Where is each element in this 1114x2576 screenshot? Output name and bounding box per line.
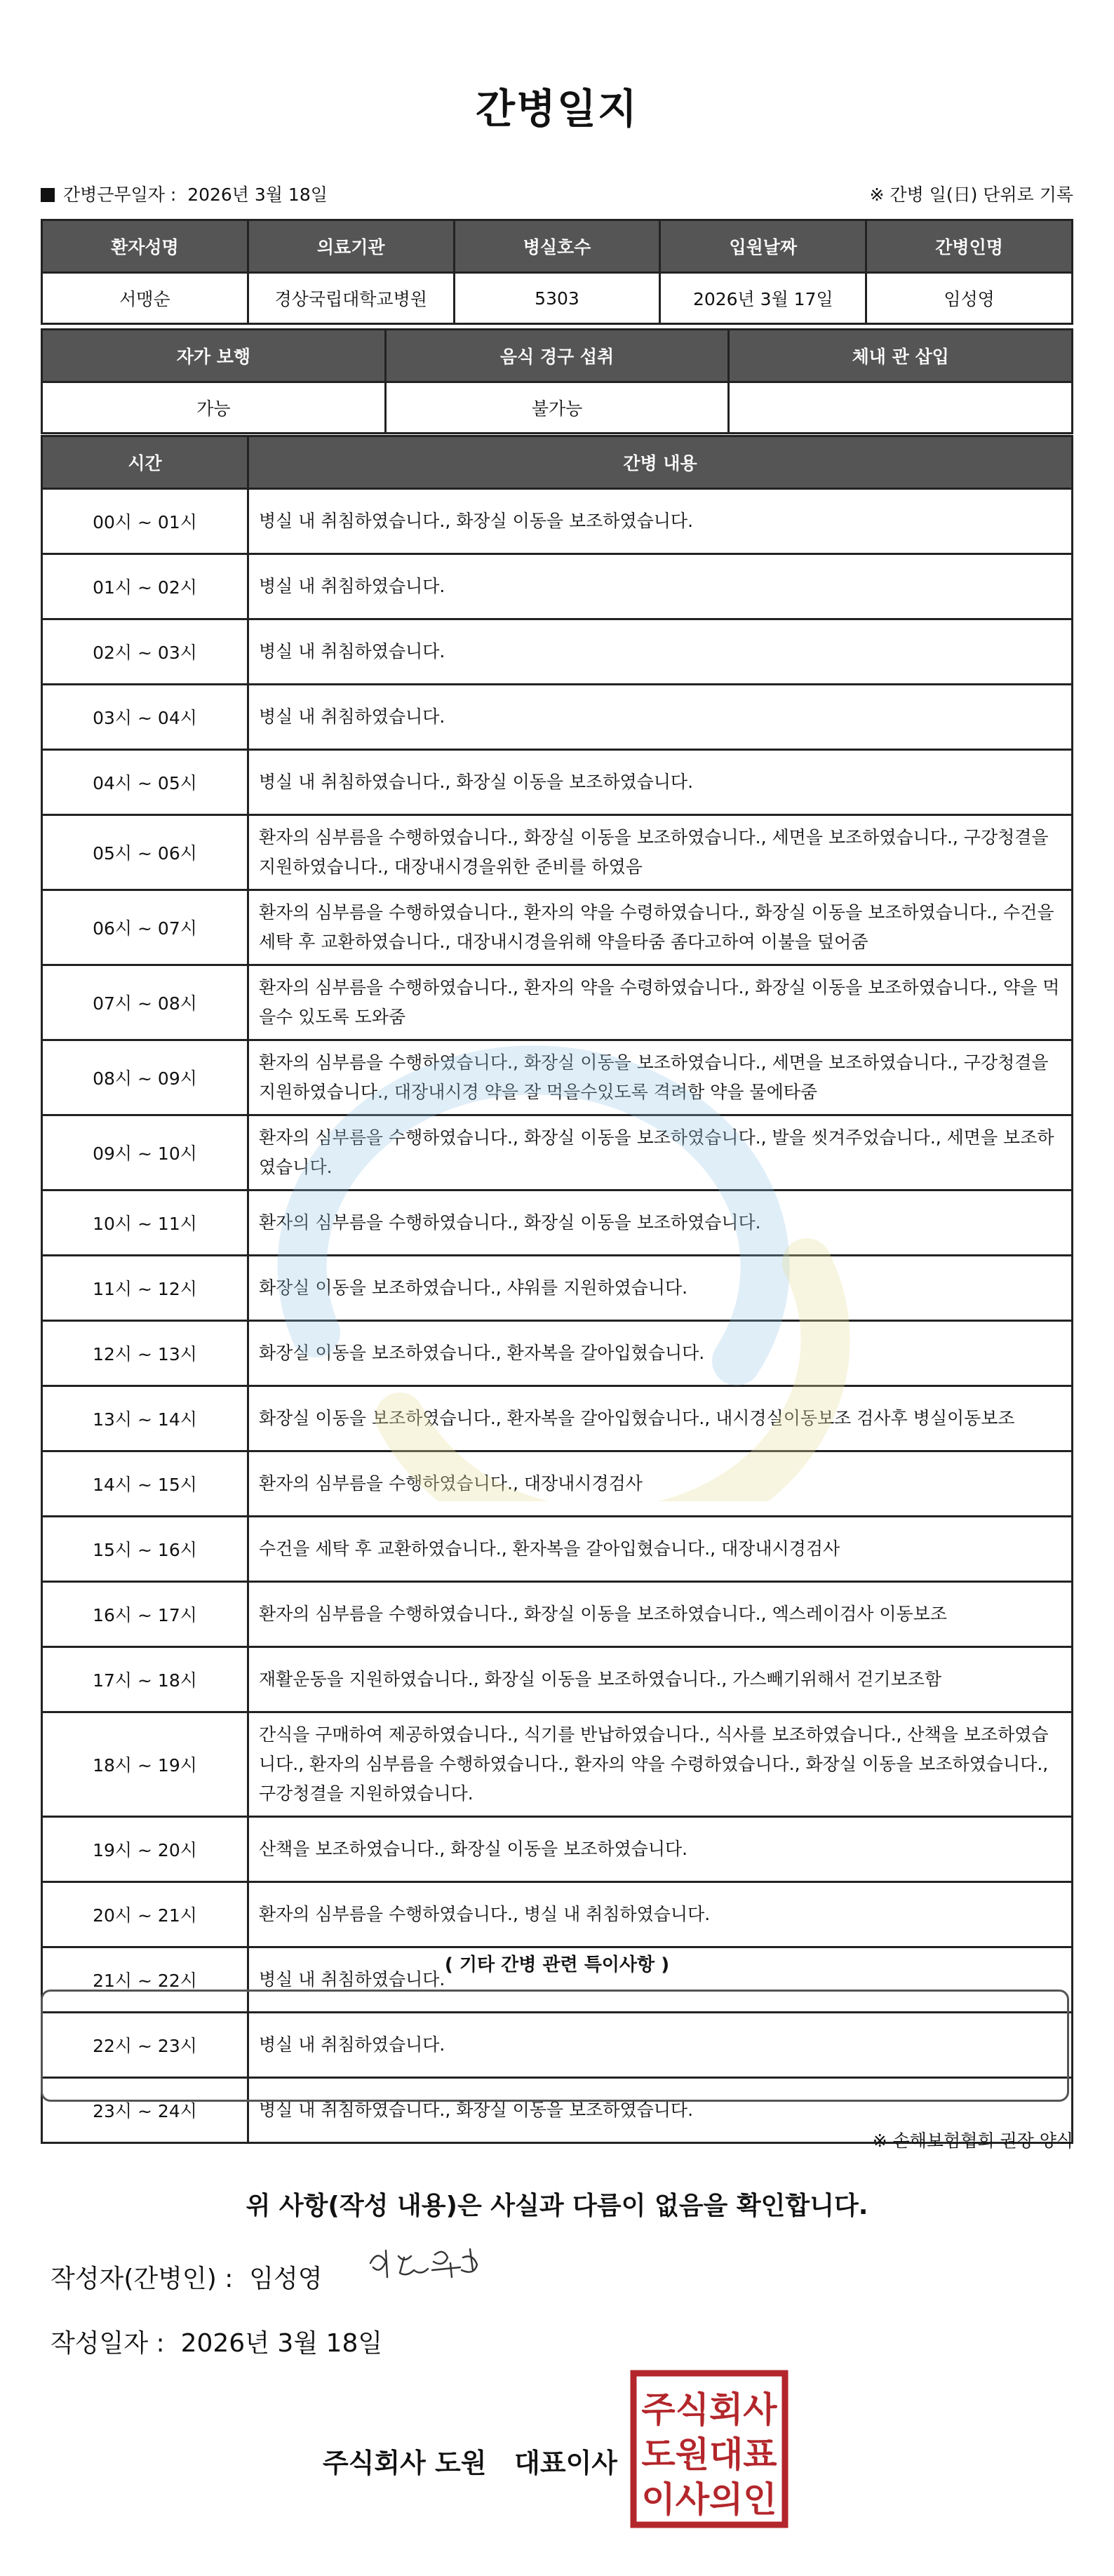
care-content: 환자의 심부름을 수행하였습니다., 화장실 이동을 보조하였습니다., 세면을 보조하였습니다., 구강청결을 지원하였습니다., 대장내시경을위한 준비를 하였음	[248, 815, 1073, 890]
care-content: 화장실 이동을 보조하였습니다., 환자복을 갈아입혔습니다., 내시경실이동보조 검사후 병실이동보조	[248, 1386, 1073, 1451]
header-hospital: 의료기관	[248, 220, 454, 273]
table-row	[42, 554, 1073, 619]
writer-line	[51, 2259, 323, 2295]
tube-insertion	[729, 382, 1073, 434]
table-row	[42, 750, 1073, 815]
table-row	[42, 965, 1073, 1040]
header-patient-name: 환자성명	[42, 220, 248, 273]
notes-box	[41, 1990, 1069, 2102]
patient-status-table	[41, 328, 1073, 434]
header-care-content: 간병 내용	[248, 436, 1073, 489]
time-slot: 21시 ~ 22시	[42, 1947, 248, 2013]
header-room-number: 병실호수	[454, 220, 660, 273]
care-content: 환자의 심부름을 수행하였습니다., 화장실 이동을 보조하였습니다., 세면을 보조하였습니다., 구강청결을 지원하였습니다., 대장내시경 약을 잘 먹을수있도록 격려함 약을 물에타줌	[248, 1040, 1073, 1115]
work-date-line	[41, 181, 328, 206]
table-row	[42, 1582, 1073, 1647]
care-content: 화장실 이동을 보조하였습니다., 샤워를 지원하였습니다.	[248, 1256, 1073, 1321]
header-caregiver-name: 간병인명	[866, 220, 1073, 273]
self-walking: 가능	[42, 382, 386, 434]
care-content: 병실 내 취침하였습니다., 화장실 이동을 보조하였습니다.	[248, 2078, 1073, 2143]
time-slot: 12시 ~ 13시	[42, 1321, 248, 1386]
time-slot: 03시 ~ 04시	[42, 685, 248, 750]
care-content: 병실 내 취침하였습니다.	[248, 2013, 1073, 2078]
header-self-walking: 자가 보행	[42, 330, 386, 382]
care-content: 병실 내 취침하였습니다., 화장실 이동을 보조하였습니다.	[248, 489, 1073, 554]
room-number: 5303	[454, 273, 660, 324]
time-slot: 23시 ~ 24시	[42, 2078, 248, 2143]
patient-info-table	[41, 219, 1073, 325]
table-row	[42, 619, 1073, 685]
care-content: 환자의 심부름을 수행하였습니다., 환자의 약을 수령하였습니다., 화장실 이동을 보조하였습니다., 약을 먹을수 있도록 도와줌	[248, 965, 1073, 1040]
header-time: 시간	[42, 436, 248, 489]
table-row	[42, 1451, 1073, 1517]
time-slot: 06시 ~ 07시	[42, 890, 248, 965]
caregiver-name: 임성영	[866, 273, 1073, 324]
svg-text:주식회사: 주식회사	[641, 2389, 777, 2430]
time-slot: 05시 ~ 06시	[42, 815, 248, 890]
time-slot: 18시 ~ 19시	[42, 1712, 248, 1817]
care-content: 환자의 심부름을 수행하였습니다., 환자의 약을 수령하였습니다., 화장실 이동을 보조하였습니다., 수건을 세탁 후 교환하였습니다., 대장내시경을위해 약을타줌 좀다고하여 이불을 덮어줌	[248, 890, 1073, 965]
time-slot: 20시 ~ 21시	[42, 1882, 248, 1947]
time-slot: 08시 ~ 09시	[42, 1040, 248, 1115]
writer-label: 작성자(간병인) :	[51, 2265, 234, 2293]
svg-text:도원대표: 도원대표	[641, 2434, 777, 2475]
document-title: 간병일지	[475, 85, 639, 133]
handwritten-signature	[365, 2242, 491, 2291]
time-slot: 00시 ~ 01시	[42, 489, 248, 554]
time-slot: 15시 ~ 16시	[42, 1517, 248, 1582]
square-bullet-icon	[41, 188, 55, 202]
form-note: ※ 손해보험협회 권장 양식	[872, 2131, 1073, 2151]
time-slot: 13시 ~ 14시	[42, 1386, 248, 1451]
table-row	[42, 1040, 1073, 1115]
unit-note: ※ 간병 일(日) 단위로 기록	[869, 185, 1073, 205]
table-row	[42, 1256, 1073, 1321]
hospital: 경상국립대학교병원	[248, 273, 454, 324]
confirm-statement: 위 사항(작성 내용)은 사실과 다름이 없음을 확인합니다.	[246, 2192, 868, 2220]
care-content: 병실 내 취침하였습니다.	[248, 554, 1073, 619]
care-content: 환자의 심부름을 수행하였습니다., 병실 내 취침하였습니다.	[248, 1882, 1073, 1947]
care-content: 산책을 보조하였습니다., 화장실 이동을 보조하였습니다.	[248, 1817, 1073, 1882]
time-slot: 14시 ~ 15시	[42, 1451, 248, 1517]
table-row	[42, 1321, 1073, 1386]
table-row	[42, 1817, 1073, 1882]
header-oral-intake: 음식 경구 섭취	[385, 330, 729, 382]
table-row	[42, 1712, 1073, 1817]
time-slot: 19시 ~ 20시	[42, 1817, 248, 1882]
time-slot: 09시 ~ 10시	[42, 1115, 248, 1190]
writer-name: 임성영	[249, 2265, 323, 2293]
time-slot: 01시 ~ 02시	[42, 554, 248, 619]
table-row	[42, 1647, 1073, 1712]
care-content: 환자의 심부름을 수행하였습니다., 화장실 이동을 보조하였습니다.	[248, 1190, 1073, 1256]
time-slot: 22시 ~ 23시	[42, 2013, 248, 2078]
svg-text:이사의인: 이사의인	[641, 2479, 777, 2520]
care-content: 병실 내 취침하였습니다.	[248, 1947, 1073, 2013]
write-date-value: 2026년 3월 18일	[180, 2329, 383, 2358]
work-date-label: 간병근무일자 :	[63, 185, 177, 205]
write-date-label: 작성일자 :	[51, 2329, 165, 2358]
admission-date: 2026년 3월 17일	[660, 273, 866, 324]
care-log-table	[41, 435, 1073, 2144]
table-row	[42, 1517, 1073, 1582]
table-row	[42, 685, 1073, 750]
table-row	[42, 489, 1073, 554]
company-signature-line: 주식회사 도원 대표이사	[323, 2448, 617, 2478]
time-slot: 11시 ~ 12시	[42, 1256, 248, 1321]
header-tube-insertion: 체내 관 삽입	[729, 330, 1073, 382]
care-content: 수건을 세탁 후 교환하였습니다., 환자복을 갈아입혔습니다., 대장내시경검사	[248, 1517, 1073, 1582]
care-content: 환자의 심부름을 수행하였습니다., 대장내시경검사	[248, 1451, 1073, 1517]
table-row	[42, 890, 1073, 965]
care-content: 환자의 심부름을 수행하였습니다., 화장실 이동을 보조하였습니다., 발을 씻겨주었습니다., 세면을 보조하였습니다.	[248, 1115, 1073, 1190]
company-seal-stamp-icon	[630, 2370, 788, 2528]
care-content: 병실 내 취침하였습니다.	[248, 685, 1073, 750]
table-row	[42, 1115, 1073, 1190]
time-slot: 17시 ~ 18시	[42, 1647, 248, 1712]
table-row	[42, 1386, 1073, 1451]
care-content: 화장실 이동을 보조하였습니다., 환자복을 갈아입혔습니다.	[248, 1321, 1073, 1386]
table-row	[42, 1882, 1073, 1947]
time-slot: 02시 ~ 03시	[42, 619, 248, 685]
table-row	[42, 815, 1073, 890]
oral-intake: 불가능	[385, 382, 729, 434]
time-slot: 10시 ~ 11시	[42, 1190, 248, 1256]
care-content: 병실 내 취침하였습니다., 화장실 이동을 보조하였습니다.	[248, 750, 1073, 815]
care-content: 환자의 심부름을 수행하였습니다., 화장실 이동을 보조하였습니다., 엑스레이검사 이동보조	[248, 1582, 1073, 1647]
time-slot: 07시 ~ 08시	[42, 965, 248, 1040]
notes-title: ( 기타 간병 관련 특이사항 )	[444, 1954, 670, 1975]
care-content: 재활운동을 지원하였습니다., 화장실 이동을 보조하였습니다., 가스빼기위해서 걷기보조함	[248, 1647, 1073, 1712]
time-slot: 16시 ~ 17시	[42, 1582, 248, 1647]
table-row	[42, 1190, 1073, 1256]
time-slot: 04시 ~ 05시	[42, 750, 248, 815]
care-content: 간식을 구매하여 제공하였습니다., 식기를 반납하였습니다., 식사를 보조하였습니다., 산책을 보조하였습니다., 환자의 심부름을 수행하였습니다., 환자의 약을 수령하였습니다., 화장실 이동을 보조하였습니다., 구강청결을 지원하였습니다.	[248, 1712, 1073, 1817]
work-date-value: 2026년 3월 18일	[187, 185, 328, 205]
care-content: 병실 내 취침하였습니다.	[248, 619, 1073, 685]
header-admission-date: 입원날짜	[660, 220, 866, 273]
write-date-line	[51, 2323, 382, 2359]
patient-name: 서맹순	[42, 273, 248, 324]
